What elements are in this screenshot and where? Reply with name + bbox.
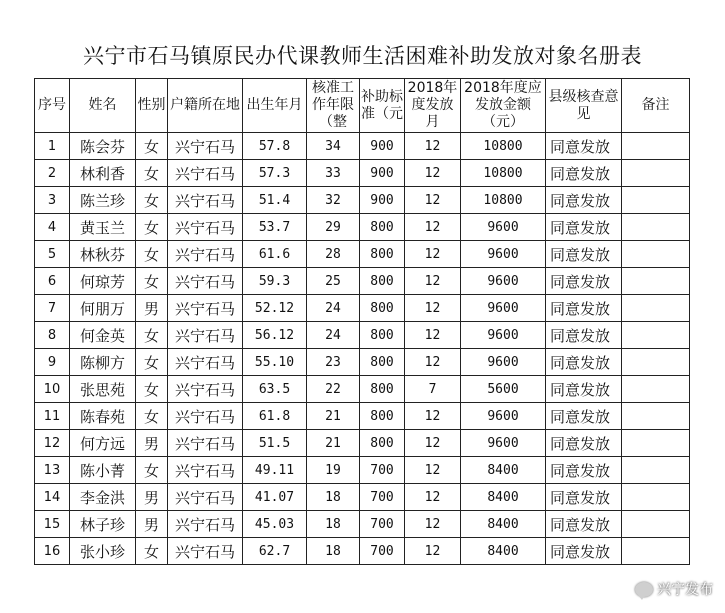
table-cell: 700 [360, 511, 405, 538]
table-cell: 同意发放 [546, 295, 622, 322]
table-cell [622, 484, 690, 511]
table-cell: 9600 [461, 403, 546, 430]
table-cell: 同意发放 [546, 268, 622, 295]
table-cell: 11 [35, 403, 70, 430]
table-row [35, 511, 690, 538]
table-cell: 1 [35, 133, 70, 160]
table-cell: 同意发放 [546, 484, 622, 511]
table-cell [622, 430, 690, 457]
table-row [35, 241, 690, 268]
table-cell: 3 [35, 187, 70, 214]
table-cell: 男 [136, 511, 168, 538]
table-cell: 12 [405, 160, 461, 187]
table-cell: 同意发放 [546, 403, 622, 430]
table-cell [622, 241, 690, 268]
table-cell: 800 [360, 214, 405, 241]
table-cell: 9600 [461, 241, 546, 268]
table-cell: 兴宁石马 [168, 241, 243, 268]
table-cell: 29 [307, 214, 360, 241]
table-cell: 女 [136, 349, 168, 376]
table-cell: 15 [35, 511, 70, 538]
table-cell: 24 [307, 322, 360, 349]
table-cell: 800 [360, 241, 405, 268]
table-cell: 12 [405, 187, 461, 214]
table-row [35, 484, 690, 511]
table-cell: 57.3 [243, 160, 307, 187]
table-cell: 12 [405, 538, 461, 565]
table-cell: 18 [307, 484, 360, 511]
table-cell: 男 [136, 430, 168, 457]
table-cell: 12 [405, 457, 461, 484]
table-cell: 51.4 [243, 187, 307, 214]
table-cell: 兴宁石马 [168, 457, 243, 484]
table-cell [622, 511, 690, 538]
table-cell: 女 [136, 187, 168, 214]
header-row [35, 79, 690, 133]
table-cell: 55.10 [243, 349, 307, 376]
table-cell [622, 187, 690, 214]
table-cell [622, 133, 690, 160]
table-cell: 8400 [461, 538, 546, 565]
column-header: 姓名 [70, 79, 136, 133]
table-cell: 陈小菁 [70, 457, 136, 484]
column-header: 户籍所在地 [168, 79, 243, 133]
table-cell: 同意发放 [546, 187, 622, 214]
table-row [35, 376, 690, 403]
table-cell: 兴宁石马 [168, 160, 243, 187]
table-cell: 兴宁石马 [168, 349, 243, 376]
table-cell: 陈柳方 [70, 349, 136, 376]
table-row [35, 295, 690, 322]
table-cell: 12 [405, 403, 461, 430]
table-cell: 28 [307, 241, 360, 268]
table-body [35, 133, 690, 565]
table-cell: 兴宁石马 [168, 214, 243, 241]
table-cell: 800 [360, 349, 405, 376]
roster-table [34, 78, 690, 565]
table-cell: 兴宁石马 [168, 187, 243, 214]
table-cell: 林利香 [70, 160, 136, 187]
table-row [35, 538, 690, 565]
table-row [35, 457, 690, 484]
table-cell: 兴宁石马 [168, 430, 243, 457]
table-row [35, 403, 690, 430]
document-title: 兴宁市石马镇原民办代课教师生活困难补助发放对象名册表 [83, 44, 642, 68]
table-cell [622, 349, 690, 376]
column-header: 补助标准（元 [360, 79, 405, 133]
table-cell: 12 [405, 430, 461, 457]
table-cell: 13 [35, 457, 70, 484]
table-cell: 34 [307, 133, 360, 160]
table-cell: 兴宁石马 [168, 295, 243, 322]
column-header: 2018年度发放月 [405, 79, 461, 133]
table-cell: 12 [405, 241, 461, 268]
table-cell: 12 [405, 349, 461, 376]
table-cell: 12 [405, 295, 461, 322]
column-header: 序号 [35, 79, 70, 133]
table-cell: 陈兰珍 [70, 187, 136, 214]
table-cell: 2 [35, 160, 70, 187]
table-cell: 12 [405, 268, 461, 295]
column-header: 2018年度应发放金额（元） [461, 79, 546, 133]
table-cell: 57.8 [243, 133, 307, 160]
table-cell [622, 376, 690, 403]
table-row [35, 133, 690, 160]
table-cell: 900 [360, 160, 405, 187]
table-cell: 12 [405, 214, 461, 241]
table-cell: 62.7 [243, 538, 307, 565]
table-cell: 18 [307, 511, 360, 538]
table-row [35, 430, 690, 457]
table-cell: 700 [360, 457, 405, 484]
table-cell [622, 538, 690, 565]
table-cell: 林秋芬 [70, 241, 136, 268]
table-cell: 同意发放 [546, 457, 622, 484]
table-cell: 12 [35, 430, 70, 457]
table-cell: 51.5 [243, 430, 307, 457]
table-cell: 9600 [461, 295, 546, 322]
table-cell: 9 [35, 349, 70, 376]
table-cell: 同意发放 [546, 349, 622, 376]
table-cell: 61.8 [243, 403, 307, 430]
table-cell: 同意发放 [546, 160, 622, 187]
table-cell: 700 [360, 484, 405, 511]
table-cell: 22 [307, 376, 360, 403]
table-cell: 兴宁石马 [168, 133, 243, 160]
table-row [35, 268, 690, 295]
table-cell: 何朋万 [70, 295, 136, 322]
table-cell: 何琼芳 [70, 268, 136, 295]
table-cell: 8400 [461, 457, 546, 484]
table-cell: 12 [405, 133, 461, 160]
table-cell: 63.5 [243, 376, 307, 403]
table-cell: 45.03 [243, 511, 307, 538]
table-cell: 8400 [461, 484, 546, 511]
table-cell: 7 [405, 376, 461, 403]
table-cell: 张小珍 [70, 538, 136, 565]
table-cell: 张思苑 [70, 376, 136, 403]
table-cell: 4 [35, 214, 70, 241]
table-cell [622, 268, 690, 295]
table-cell: 兴宁石马 [168, 511, 243, 538]
table-cell: 25 [307, 268, 360, 295]
table-cell: 黄玉兰 [70, 214, 136, 241]
table-cell: 何金英 [70, 322, 136, 349]
table-cell: 兴宁石马 [168, 376, 243, 403]
table-cell: 900 [360, 187, 405, 214]
table-cell: 女 [136, 322, 168, 349]
table-cell: 9600 [461, 349, 546, 376]
table-header [35, 79, 690, 133]
table-cell: 10800 [461, 133, 546, 160]
table-cell: 5600 [461, 376, 546, 403]
table-cell: 61.6 [243, 241, 307, 268]
column-header: 备注 [622, 79, 690, 133]
table-cell: 同意发放 [546, 214, 622, 241]
watermark-text: 兴宁发布 [657, 582, 713, 598]
table-cell [622, 295, 690, 322]
table-cell: 兴宁石马 [168, 322, 243, 349]
table-cell [622, 322, 690, 349]
table-cell: 同意发放 [546, 322, 622, 349]
table-row [35, 322, 690, 349]
table-row [35, 349, 690, 376]
table-cell: 女 [136, 403, 168, 430]
table-cell: 9600 [461, 268, 546, 295]
table-cell: 800 [360, 376, 405, 403]
table-cell: 陈会芬 [70, 133, 136, 160]
table-cell: 女 [136, 160, 168, 187]
table-cell: 900 [360, 133, 405, 160]
table-cell: 9600 [461, 322, 546, 349]
table-cell: 52.12 [243, 295, 307, 322]
table-cell: 男 [136, 484, 168, 511]
table-cell: 兴宁石马 [168, 403, 243, 430]
table-cell [622, 214, 690, 241]
table-cell: 何方远 [70, 430, 136, 457]
table-cell: 700 [360, 538, 405, 565]
table-cell: 23 [307, 349, 360, 376]
watermark [635, 579, 713, 599]
table-cell: 同意发放 [546, 430, 622, 457]
table-cell: 7 [35, 295, 70, 322]
table-cell: 兴宁石马 [168, 268, 243, 295]
table-cell: 5 [35, 241, 70, 268]
table-cell: 同意发放 [546, 241, 622, 268]
table-cell: 12 [405, 322, 461, 349]
table-cell [622, 160, 690, 187]
table-cell: 兴宁石马 [168, 484, 243, 511]
table-row [35, 160, 690, 187]
table-cell [622, 457, 690, 484]
table-cell: 女 [136, 241, 168, 268]
table-cell: 兴宁石马 [168, 538, 243, 565]
table-cell: 800 [360, 322, 405, 349]
table-cell: 10 [35, 376, 70, 403]
table-cell: 800 [360, 403, 405, 430]
table-cell: 女 [136, 457, 168, 484]
table-cell: 9600 [461, 430, 546, 457]
table-cell: 女 [136, 538, 168, 565]
table-cell: 9600 [461, 214, 546, 241]
table-cell: 41.07 [243, 484, 307, 511]
table-cell: 男 [136, 295, 168, 322]
table-cell: 49.11 [243, 457, 307, 484]
table-cell: 林子珍 [70, 511, 136, 538]
table-cell: 14 [35, 484, 70, 511]
table-cell: 800 [360, 430, 405, 457]
speech-bubble-icon [635, 582, 653, 597]
table-cell: 800 [360, 295, 405, 322]
table-cell: 8 [35, 322, 70, 349]
table-cell: 19 [307, 457, 360, 484]
table-cell: 24 [307, 295, 360, 322]
table-cell: 女 [136, 376, 168, 403]
table-row [35, 214, 690, 241]
column-header: 县级核查意见 [546, 79, 622, 133]
table-cell: 女 [136, 133, 168, 160]
table-cell: 同意发放 [546, 133, 622, 160]
table-cell: 同意发放 [546, 538, 622, 565]
table-cell: 女 [136, 268, 168, 295]
table-cell: 12 [405, 511, 461, 538]
column-header: 性别 [136, 79, 168, 133]
table-cell: 32 [307, 187, 360, 214]
table-cell: 陈春苑 [70, 403, 136, 430]
table-cell: 同意发放 [546, 511, 622, 538]
column-header: 核准工作年限（整 [307, 79, 360, 133]
table-cell: 21 [307, 403, 360, 430]
table-cell: 800 [360, 268, 405, 295]
table-cell: 6 [35, 268, 70, 295]
table-row [35, 187, 690, 214]
table-cell: 10800 [461, 187, 546, 214]
table-cell [622, 403, 690, 430]
table-cell: 李金洪 [70, 484, 136, 511]
table-cell: 16 [35, 538, 70, 565]
table-cell: 18 [307, 538, 360, 565]
table-cell: 女 [136, 214, 168, 241]
table-cell: 21 [307, 430, 360, 457]
table-cell: 53.7 [243, 214, 307, 241]
column-header: 出生年月 [243, 79, 307, 133]
table-cell: 12 [405, 484, 461, 511]
table-cell: 56.12 [243, 322, 307, 349]
table-cell: 59.3 [243, 268, 307, 295]
table-cell: 8400 [461, 511, 546, 538]
table-cell: 33 [307, 160, 360, 187]
table-cell: 10800 [461, 160, 546, 187]
table-cell: 同意发放 [546, 376, 622, 403]
